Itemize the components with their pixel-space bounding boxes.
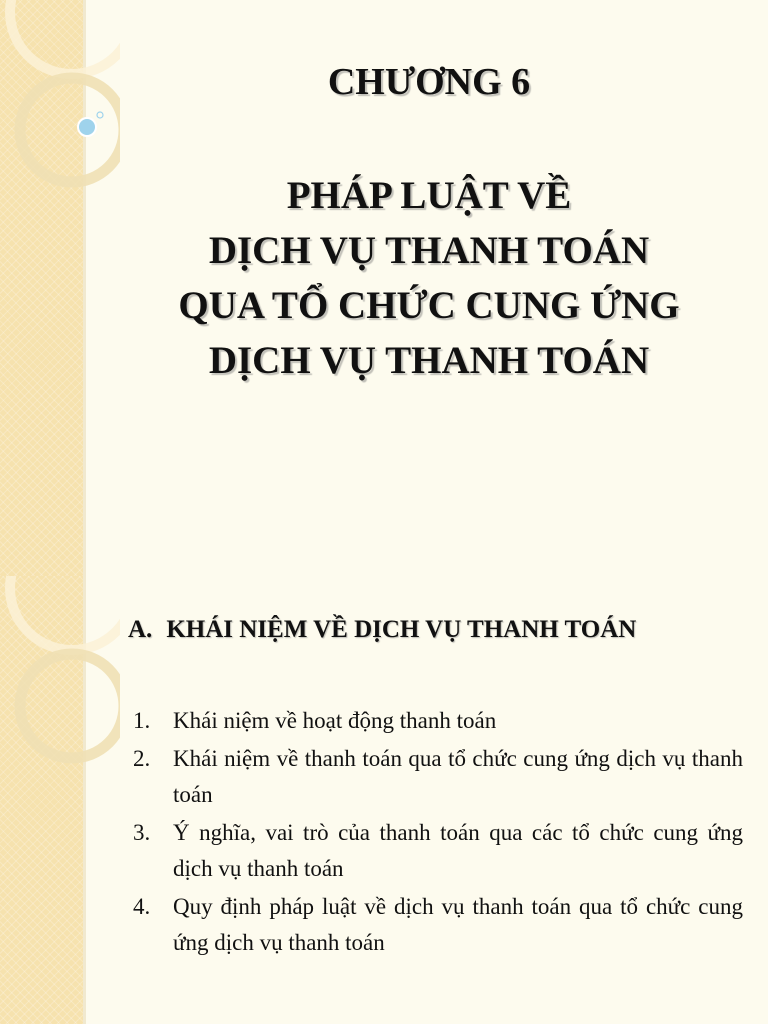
list-item-text: Khái niệm về hoạt động thanh toán	[173, 708, 497, 733]
list-item	[133, 741, 743, 813]
list-item	[133, 815, 743, 887]
list-item-text: Quy định pháp luật về dịch vụ thanh toán qua tổ chức cung ứng dịch vụ thanh toán	[173, 894, 743, 955]
title-line-1: PHÁP LUẬT VỀ	[286, 174, 572, 217]
slide-section-a	[0, 576, 768, 1024]
topic-list	[133, 703, 743, 963]
list-item-number: 3.	[133, 820, 151, 845]
list-item-text: Ý nghĩa, vai trò của thanh toán qua các tổ chức cung ứng dịch vụ thanh toán	[173, 820, 743, 881]
list-item-number: 2.	[133, 746, 151, 771]
chapter-subtitle	[90, 168, 768, 388]
section-title: KHÁI NIỆM VỀ DỊCH VỤ THANH TOÁN	[166, 616, 637, 643]
list-item	[133, 889, 743, 961]
chapter-title: CHƯƠNG 6	[327, 61, 531, 103]
list-item	[133, 703, 743, 739]
section-letter: A.	[128, 616, 153, 643]
list-item-number: 4.	[133, 894, 151, 919]
title-line-2: DỊCH VỤ THANH TOÁN	[208, 229, 650, 272]
decorative-circles	[0, 576, 120, 816]
title-line-4: DỊCH VỤ THANH TOÁN	[208, 339, 650, 382]
deco-ring-middle	[20, 654, 120, 758]
bubble-icon	[78, 118, 96, 136]
section-heading	[128, 616, 636, 644]
list-item-text: Khái niệm về thanh toán qua tổ chức cung ứng dịch vụ thanh toán	[173, 746, 743, 807]
list-item-number: 1.	[133, 708, 151, 733]
deco-ring-top	[10, 576, 120, 650]
small-bubble-icon	[97, 112, 103, 118]
title-line-3: QUA TỔ CHỨC CUNG ỨNG	[178, 284, 680, 327]
